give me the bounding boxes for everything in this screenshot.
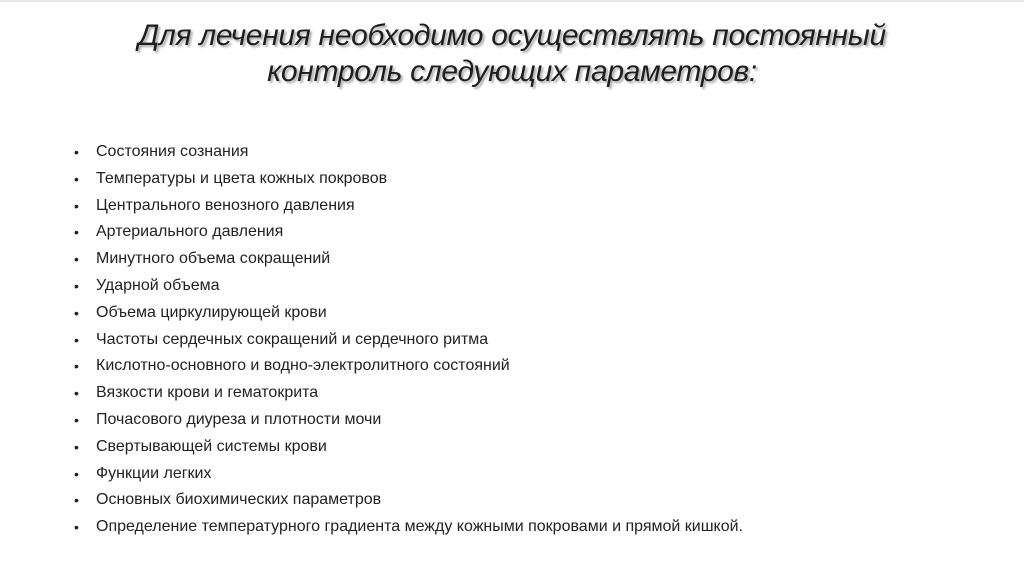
list-item-text: Вязкости крови и гематокрита	[96, 384, 319, 402]
bullet-icon: •	[74, 144, 79, 160]
bullet-icon: •	[74, 197, 79, 214]
list-item	[72, 487, 743, 514]
bullet-icon: •	[74, 358, 79, 375]
bullet-icon: •	[74, 492, 79, 509]
list-item-text: Функции легких	[96, 464, 212, 482]
list-item	[72, 434, 743, 461]
bullet-icon: •	[74, 224, 79, 241]
list-item-text: Объема циркулирующей крови	[96, 303, 327, 321]
list-item-text: Свертывающей системы крови	[96, 437, 327, 455]
list-item-text: Кислотно-основного и водно-электролитного состояний	[96, 357, 510, 375]
list-item	[72, 300, 743, 327]
top-divider	[0, 0, 1024, 2]
bullet-icon: •	[74, 438, 79, 455]
list-item	[72, 461, 743, 488]
list-item	[72, 273, 743, 300]
list-item-text: Почасового диуреза и плотности мочи	[96, 410, 382, 428]
bullet-icon: •	[74, 331, 79, 348]
list-item-text: Определение температурного градиента между кожными покровами и прямой кишкой.	[96, 518, 744, 536]
list-item	[72, 193, 743, 220]
list-item-text: Центрального венозного давления	[96, 196, 355, 214]
bullet-icon: •	[74, 304, 79, 321]
slide-title-line-1: Для лечения необходимо осуществлять постоянный	[138, 19, 886, 52]
slide-title-line-2: контроль следующих параметров:	[267, 55, 757, 88]
list-item-text: Минутного объема сокращений	[96, 250, 331, 268]
bullet-icon: •	[74, 385, 79, 402]
list-item-text: Артериального давления	[96, 223, 284, 241]
bullet-icon: •	[74, 465, 79, 482]
list-item	[72, 407, 743, 434]
list-item	[72, 219, 743, 246]
bullet-icon: •	[74, 251, 79, 268]
bullet-icon: •	[74, 277, 79, 294]
list-item	[72, 353, 743, 380]
list-item	[72, 139, 743, 166]
list-item	[72, 327, 743, 354]
parameter-list	[72, 139, 743, 541]
list-item	[72, 246, 743, 273]
list-item-text: Состояния сознания	[96, 143, 249, 160]
list-item-text: Температуры и цвета кожных покровов	[96, 169, 388, 187]
list-item	[72, 166, 743, 193]
slide-title	[80, 18, 944, 90]
list-item-text: Ударной объема	[96, 276, 220, 294]
bullet-icon: •	[74, 411, 79, 428]
list-item	[72, 380, 743, 407]
bullet-icon: •	[74, 170, 79, 187]
bullet-icon: •	[74, 519, 79, 536]
list-item-text: Основных биохимических параметров	[96, 491, 382, 509]
list-item	[72, 514, 743, 541]
list-item-text: Частоты сердечных сокращений и сердечного ритма	[96, 330, 489, 348]
